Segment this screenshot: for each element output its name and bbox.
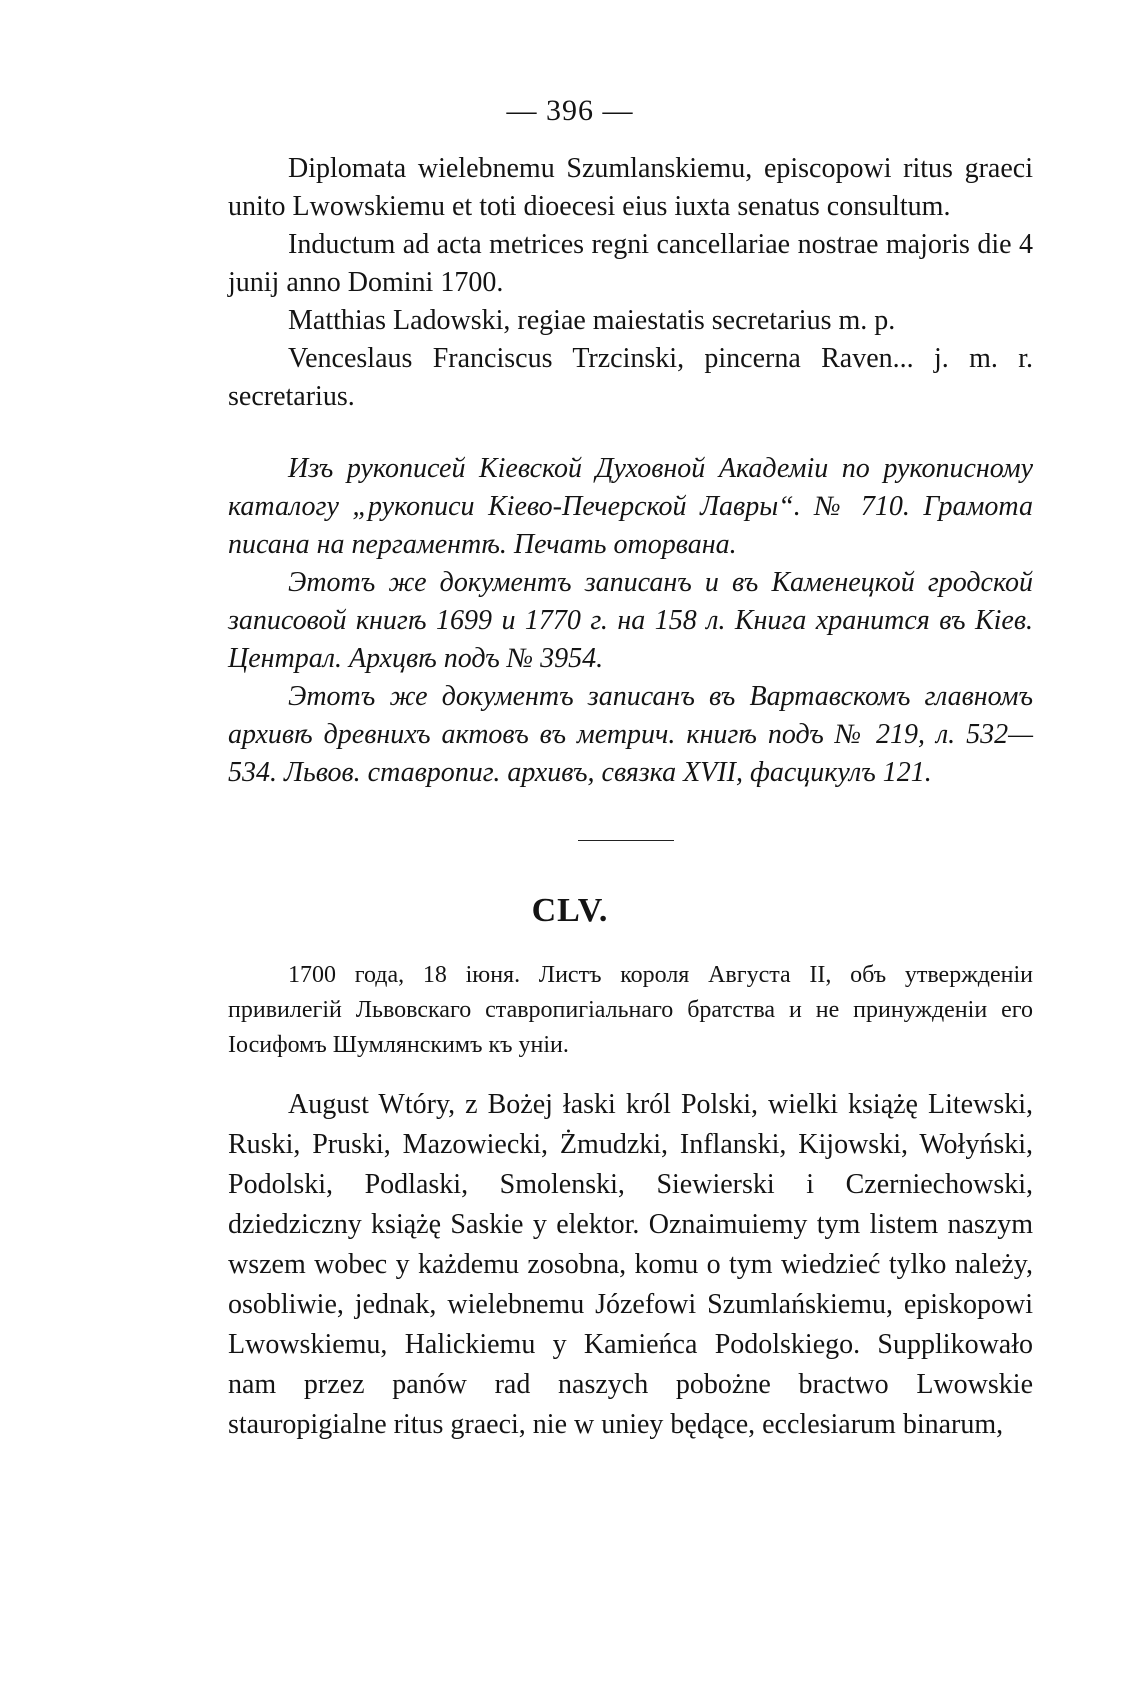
main-paragraph: August Wtóry, z Bożej łaski król Polski, wielki książę Litewski, Ruski, Pruski, Mazowiecki, Żmudzki, Inflanski, Kijowski, Wołyński, Podolski, Podlaski, Smolenski, Siewierski i Czerniechowski, dziedziczny książę Saskie y elektor. Oznaimuiemy tym listem naszym wszem wobec y każdemu zosobna, komu o tym wiedzieć tylko należy, osobliwie, jednak, wielebnemu Józefowi Szumlańskiemu, episkopowi Lwowskiemu, Halickiemu y Kamieńca Podolskiego. Supplikowało nam przez panów rad naszych pobożne bractwo Lwowskie stauropigialne ritus graeci, nie w uniey będące, ecclesiarum binarum, [228, 1089, 1033, 1440]
source-notes [228, 450, 1033, 792]
ladowski-signature: Matthias Ladowski, regiae maiestatis secretarius m. p. [288, 305, 896, 336]
summary-paragraph: 1700 года, 18 іюня. Листъ короля Августа II, объ утвержденіи привилегій Львовскаго ставропигіальнаго братства и не принужденіи его Іосифомъ Шумлянскимъ къ уніи. [228, 962, 1033, 1058]
section-divider [578, 840, 674, 841]
source-note-manuscript: Изъ рукописей Кіевской Духовной Академіи по рукописному каталогу „рукописи Кіево-Печерской Лавры“. № 710. Грамота писана на пергаментѣ. Печать оторвана. [228, 453, 1033, 560]
document-summary [228, 958, 1033, 1063]
diploma-title-paragraph: Diplomata wielebnemu Szumlanskiemu, episcopowi ritus graeci unito Lwowskiemu et toti dioecesi eius iuxta senatus consultum. [228, 153, 1033, 222]
trzcinski-signature: Venceslaus Franciscus Trzcinski, pincerna Raven... j. m. r. secretarius. [228, 343, 1033, 412]
section-title: CLV. [531, 892, 609, 929]
inductum-paragraph: Inductum ad acta metrices regni cancellariae nostrae majoris die 4 junij anno Domini 1700. [228, 229, 1033, 298]
source-note-warsaw: Этотъ же документъ записанъ въ Вартавскомъ главномъ архивѣ древнихъ актовъ въ метрич. книгѣ подъ № 219, л. 532—534. Львов. ставропиг. архивъ, связка XVII, фасцикулъ 121. [228, 681, 1033, 788]
page-number: — 396 — [506, 94, 634, 127]
document-main-text [228, 1085, 1033, 1445]
diploma-closing-text [228, 150, 1033, 416]
source-note-kamenets: Этотъ же документъ записанъ и въ Каменецкой гродской записовой книгѣ 1699 и 1770 г. на 158 л. Книга хранится въ Кіев. Централ. Архцвѣ подъ № 3954. [228, 567, 1033, 674]
